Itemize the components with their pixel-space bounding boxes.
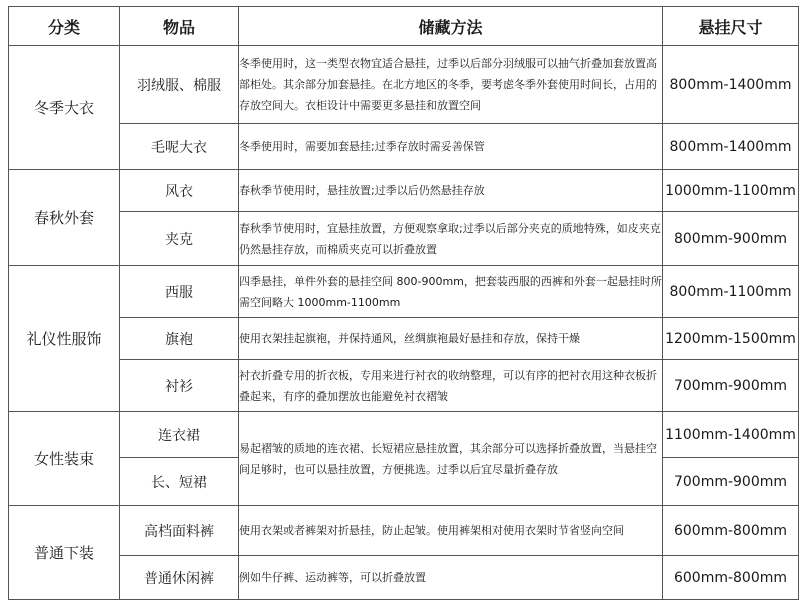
method-cell: 例如牛仔裤、运动裤等，可以折叠放置 [239,556,663,600]
size-cell: 600mm-800mm [663,556,799,600]
method-cell: 四季悬挂，单件外套的悬挂空间 800-900mm，把套装西服的西裤和外套一起悬挂时所需空间略大 1000mm-1100mm [239,266,663,318]
storage-table [8,6,799,600]
category-cell: 女性装束 [9,412,120,506]
method-cell: 冬季使用时，这一类型衣物宜适合悬挂，过季以后部分羽绒服可以抽气折叠加套放置高部柜处。其余部分加套悬挂。在北方地区的冬季，要考虑冬季外套使用时间长，占用的存放空间大。衣柜设计中需要更多悬挂和放置空间 [239,46,663,124]
header-size: 悬挂尺寸 [663,7,799,46]
size-cell: 800mm-900mm [663,212,799,266]
table-row [9,556,799,600]
method-cell: 春秋季节使用时，悬挂放置;过季以后仍然悬挂存放 [239,170,663,212]
size-cell: 600mm-800mm [663,506,799,556]
size-cell: 1200mm-1500mm [663,318,799,360]
table-row [9,360,799,412]
category-cell: 春秋外套 [9,170,120,266]
item-cell: 旗袍 [120,318,239,360]
item-cell: 衬衫 [120,360,239,412]
table-row [9,124,799,170]
method-cell: 易起褶皱的质地的连衣裙、长短裙应悬挂放置，其余部分可以选择折叠放置，当悬挂空间足够时，也可以悬挂放置，方便挑选。过季以后宜尽量折叠存放 [239,412,663,506]
size-cell: 800mm-1400mm [663,46,799,124]
item-cell: 毛呢大衣 [120,124,239,170]
size-cell: 700mm-900mm [663,360,799,412]
size-cell: 800mm-1400mm [663,124,799,170]
table-row [9,266,799,318]
header-row [9,7,799,46]
size-cell: 800mm-1100mm [663,266,799,318]
item-cell: 连衣裙 [120,412,239,458]
item-cell: 西服 [120,266,239,318]
header-method: 储藏方法 [239,7,663,46]
header-item: 物品 [120,7,239,46]
method-cell: 衬衣折叠专用的折衣板，专用来进行衬衣的收纳整理，可以有序的把衬衣用这种衣板折叠起来，有序的叠加摆放也能避免衬衣褶皱 [239,360,663,412]
table-row [9,170,799,212]
method-cell: 使用衣架挂起旗袍，并保持通风，丝绸旗袍最好悬挂和存放，保持干燥 [239,318,663,360]
table-row [9,46,799,124]
table-row [9,412,799,458]
header-category: 分类 [9,7,120,46]
table-row [9,212,799,266]
method-cell: 使用衣架或者裤架对折悬挂，防止起皱。使用裤架相对使用衣架时节省竖向空间 [239,506,663,556]
category-cell: 冬季大衣 [9,46,120,170]
item-cell: 普通休闲裤 [120,556,239,600]
item-cell: 风衣 [120,170,239,212]
method-cell: 冬季使用时，需要加套悬挂;过季存放时需妥善保管 [239,124,663,170]
item-cell: 羽绒服、棉服 [120,46,239,124]
table-row [9,318,799,360]
size-cell: 1000mm-1100mm [663,170,799,212]
size-cell: 1100mm-1400mm [663,412,799,458]
table-row [9,506,799,556]
method-cell: 春秋季节使用时，宜悬挂放置，方便观察拿取;过季以后部分夹克的质地特殊，如皮夹克仍然悬挂存放，而棉质夹克可以折叠放置 [239,212,663,266]
item-cell: 高档面料裤 [120,506,239,556]
item-cell: 长、短裙 [120,458,239,506]
category-cell: 礼仪性服饰 [9,266,120,412]
item-cell: 夹克 [120,212,239,266]
category-cell: 普通下装 [9,506,120,600]
size-cell: 700mm-900mm [663,458,799,506]
